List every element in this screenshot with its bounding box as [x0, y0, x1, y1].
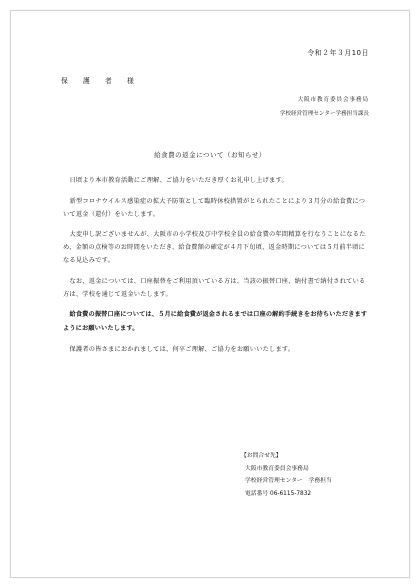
paragraph-refund-schedule: 大変申し訳ございませんが、大阪市の小学校及び中学校全員の給食費の年間精算を行なうことになるため、金額の点検等のお時間をいただき、給食費額の確定が４月下旬頃、返金時期については５月前半頃になる見込みです。	[63, 231, 366, 264]
paragraph-closing: 保護者の皆さまにおかれましては、何卒ご理解、ご協力をお願いいたします。	[69, 345, 295, 353]
document-title: 給食費の返金について（お知らせ）	[154, 151, 266, 159]
paragraph-account-notice: 給食費の振替口座については、５月に給食費が返金されるまでは口座の解約手続きをお待ちいただきますようにお願いいたします。	[63, 311, 368, 332]
contact-heading: 【お問合せ先】	[241, 453, 282, 459]
document-body	[63, 174, 369, 363]
sender-dept: 学校経営管理センター学務担当課長	[279, 111, 369, 117]
sender-block	[280, 93, 369, 121]
document-date: 令和２年３月10日	[307, 49, 369, 57]
paragraph-refund-reason: 新型コロナウイルス感染症の拡大予防策として臨時休校措置がとられたことにより３月分の給食費について返金（還付）をいたします。	[63, 197, 366, 218]
contact-dept: 学校経営管理センター 学務担当	[245, 478, 332, 484]
sender-org: 大阪市教育委員会事務局	[297, 97, 369, 103]
contact-block	[241, 450, 332, 500]
document-page	[10, 10, 410, 578]
recipient: 保 護 者 様	[61, 77, 138, 85]
paragraph-refund-method: なお、返金については、口座振替をご利用頂いている方は、当該の振替口座、納付書で納付されている方は、学校を通じて返金いたします。	[63, 277, 366, 298]
contact-phone: 電話番号 06-6115-7832	[245, 490, 312, 497]
paragraph-greeting: 日頃より本市教育活動にご理解、ご協力をいただき厚くお礼申し上げます。	[69, 177, 288, 184]
contact-org: 大阪市教育委員会事務局	[245, 465, 309, 472]
